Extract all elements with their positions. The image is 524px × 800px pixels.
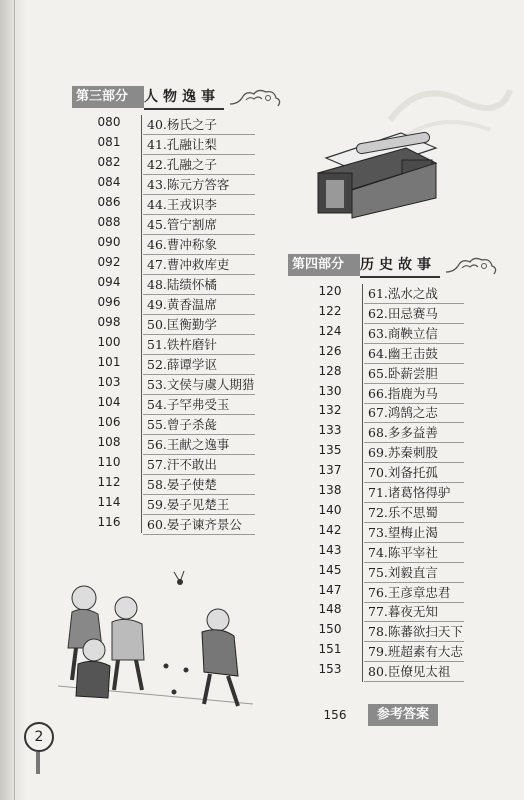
part3-toc-row[interactable]: [84, 515, 259, 535]
part4-toc-row[interactable]: [305, 642, 468, 662]
part3-toc-row[interactable]: [84, 375, 259, 395]
toc-page-number: 150: [318, 622, 342, 637]
part4-toc-row[interactable]: [305, 443, 468, 463]
part3-toc-row[interactable]: [84, 215, 259, 235]
toc-entry-title: 64.幽王击鼓: [368, 345, 438, 361]
toc-entry-title: 71.诸葛恪得驴: [368, 485, 451, 500]
toc-page-number: 114: [97, 495, 121, 509]
part3-toc-row[interactable]: [84, 455, 259, 475]
part4-toc-row[interactable]: [305, 543, 468, 563]
part3-toc-row[interactable]: [84, 435, 259, 455]
part3-toc-row[interactable]: [84, 335, 259, 355]
toc-entry-title: 58.晏子使楚: [147, 477, 217, 492]
part3-label: 第三部分: [72, 86, 144, 108]
toc-entry-title: 70.刘备托孤: [368, 465, 438, 481]
toc-page-number: 084: [97, 175, 121, 189]
answers-page-number: 156: [323, 708, 347, 722]
toc-entry-title: 79.班超素有大志: [368, 644, 463, 660]
toc-entry-title: 43.陈元方答客: [147, 177, 230, 192]
toc-page-number: 104: [97, 395, 121, 409]
part3-toc-row[interactable]: [84, 155, 259, 175]
toc-page-number: 137: [318, 463, 342, 478]
toc-entry-title: 67.鸿鹄之志: [368, 405, 438, 421]
part3-toc-row[interactable]: [84, 275, 259, 295]
toc-page-number: 124: [318, 323, 342, 338]
toc-entry-title: 66.指鹿为马: [368, 385, 438, 401]
toc-entry-title: 74.陈平宰社: [368, 544, 438, 560]
toc-entry-title: 49.黄香温席: [147, 297, 217, 312]
toc-entry-title: 46.曹冲称象: [147, 237, 217, 252]
page-number-stem: [36, 752, 40, 774]
part3-toc-row[interactable]: [84, 235, 259, 255]
toc-entry-title: 60.晏子谏齐景公: [147, 517, 242, 532]
toc-page-number: 092: [97, 255, 121, 269]
toc-page-number: 140: [318, 502, 342, 517]
toc-underline: [364, 681, 464, 682]
toc-page-number: 138: [318, 483, 342, 497]
toc-entry-title: 47.曹冲救库吏: [147, 257, 230, 272]
toc-page-number: 120: [318, 284, 342, 298]
part3-toc-row[interactable]: [84, 195, 259, 215]
toc-entry-title: 45.管宁割席: [147, 217, 217, 232]
toc-page-number: 080: [97, 115, 121, 129]
toc-page-number: 088: [97, 215, 121, 229]
toc-page-number: 126: [318, 343, 342, 358]
part4-toc-row[interactable]: [305, 622, 468, 642]
part4-toc-row[interactable]: [305, 483, 468, 503]
toc-page-number: 132: [318, 403, 342, 418]
toc-page-number: 108: [97, 435, 121, 449]
toc-entry-title: 53.文侯与虞人期猎: [147, 377, 255, 392]
toc-page-number: 086: [97, 195, 121, 209]
toc-page-number: 096: [97, 295, 121, 309]
part4-toc-row[interactable]: [305, 384, 468, 404]
toc-entry-title: 44.王戎识李: [147, 197, 217, 212]
toc-page-number: 135: [318, 443, 342, 458]
toc-entry-title: 65.卧薪尝胆: [368, 365, 438, 381]
part4-toc-row[interactable]: [305, 463, 468, 483]
toc-page-number: 153: [318, 662, 342, 677]
toc-entry-title: 55.曾子杀彘: [147, 417, 217, 432]
scroll-illustration: [306, 128, 446, 228]
toc-entry-title: 80.臣僚见太祖: [368, 664, 451, 680]
toc-entry-title: 68.多多益善: [368, 425, 438, 441]
part4-toc-row[interactable]: [305, 602, 468, 622]
toc-page-number: 082: [97, 155, 121, 169]
toc-page-number: 110: [97, 455, 121, 469]
toc-page-number: 147: [318, 582, 342, 597]
part3-toc-row[interactable]: [84, 315, 259, 335]
part4-title: 历史故事: [360, 254, 440, 278]
answers-link[interactable]: 参考答案: [368, 704, 438, 726]
part3-toc-row[interactable]: [84, 135, 259, 155]
toc-page-number: 145: [318, 562, 342, 577]
toc-page-number: 100: [97, 335, 121, 349]
toc-page-number: 112: [97, 475, 121, 489]
part4-toc-row[interactable]: [305, 523, 468, 543]
toc-entry-title: 59.晏子见楚王: [147, 497, 230, 512]
part3-toc-row[interactable]: [84, 115, 259, 135]
part4-toc-row[interactable]: [305, 403, 468, 423]
part4-toc-row[interactable]: [305, 324, 468, 344]
toc-entry-title: 48.陆绩怀橘: [147, 277, 217, 292]
toc-entry-title: 63.商鞅立信: [368, 325, 438, 341]
toc-page-number: 081: [97, 135, 121, 149]
part3-toc-row[interactable]: [84, 415, 259, 435]
toc-page-number: 142: [318, 522, 342, 537]
part4-toc-row[interactable]: [305, 423, 468, 443]
toc-page-number: 130: [318, 383, 342, 398]
toc-entry-title: 73.望梅止渴: [368, 524, 438, 540]
part4-toc-row[interactable]: [305, 344, 468, 364]
toc-entry-title: 54.子罕弗受玉: [147, 397, 230, 412]
toc-entry-title: 77.暮夜无知: [368, 604, 438, 620]
toc-entry-title: 40.杨氏之子: [147, 117, 217, 132]
part4-toc-row[interactable]: [305, 364, 468, 384]
part3-toc-row[interactable]: [84, 175, 259, 195]
toc-page-number: 098: [97, 315, 121, 329]
toc-entry-title: 62.田忌赛马: [368, 305, 438, 321]
toc-entry-title: 56.王献之逸事: [147, 437, 230, 452]
toc-entry-title: 72.乐不思蜀: [368, 504, 438, 520]
toc-entry-title: 42.孔融之子: [147, 157, 217, 172]
toc-entry-title: 51.铁杵磨针: [147, 337, 217, 352]
toc-entry-title: 75.刘毅直言: [368, 564, 438, 580]
toc-page-number: 122: [318, 303, 342, 318]
toc-page-number: 148: [318, 602, 342, 617]
toc-entry-title: 78.陈蕃欲扫天下: [368, 624, 463, 640]
toc-page-number: 143: [318, 542, 342, 557]
toc-page-number: 133: [318, 423, 342, 438]
part4-toc: [305, 284, 475, 704]
toc-entry-title: 57.汗不敢出: [147, 457, 217, 472]
part4-label: 第四部分: [288, 254, 360, 276]
toc-underline: [143, 534, 255, 535]
part3-toc: [84, 115, 264, 545]
children-playing-illustration: [58, 568, 268, 718]
toc-entry-title: 61.泓水之战: [368, 286, 438, 301]
toc-entry-title: 76.王彦章忠君: [368, 584, 451, 600]
part3-toc-row[interactable]: [84, 395, 259, 415]
part4-toc-row[interactable]: [305, 662, 468, 682]
toc-entry-title: 41.孔融让梨: [147, 137, 217, 152]
part3-toc-row[interactable]: [84, 475, 259, 495]
part3-title: 人物逸事: [144, 86, 224, 110]
toc-entry-title: 50.匡衡勤学: [147, 317, 217, 332]
toc-page-number: 090: [97, 235, 121, 249]
part3-toc-row[interactable]: [84, 255, 259, 275]
cloud-ornament-icon: [228, 86, 282, 110]
part3-toc-row[interactable]: [84, 295, 259, 315]
toc-page-number: 116: [97, 515, 121, 529]
part3-header: [72, 86, 272, 108]
toc-page-number: 151: [318, 642, 342, 657]
binding-line: [14, 0, 15, 800]
toc-page-number: 106: [97, 415, 121, 429]
part3-toc-row[interactable]: [84, 495, 259, 515]
toc-page-number: 103: [97, 375, 121, 389]
cloud-ornament-icon: [444, 254, 498, 278]
part4-toc-row[interactable]: [305, 563, 468, 583]
part4-header: [288, 254, 508, 276]
part4-toc-row[interactable]: [305, 583, 468, 603]
page-binding: [0, 0, 26, 800]
toc-page-number: 101: [97, 355, 121, 369]
page-number: 2: [24, 722, 54, 752]
part3-toc-row[interactable]: [84, 355, 259, 375]
part4-toc-row[interactable]: [305, 304, 468, 324]
toc-entry-title: 52.薛谭学讴: [147, 357, 217, 372]
toc-page-number: 128: [318, 363, 342, 378]
part4-toc-row[interactable]: [305, 284, 468, 304]
part4-toc-row[interactable]: [305, 503, 468, 523]
toc-entry-title: 69.苏秦刺股: [368, 445, 438, 461]
toc-page-number: 094: [97, 275, 121, 289]
